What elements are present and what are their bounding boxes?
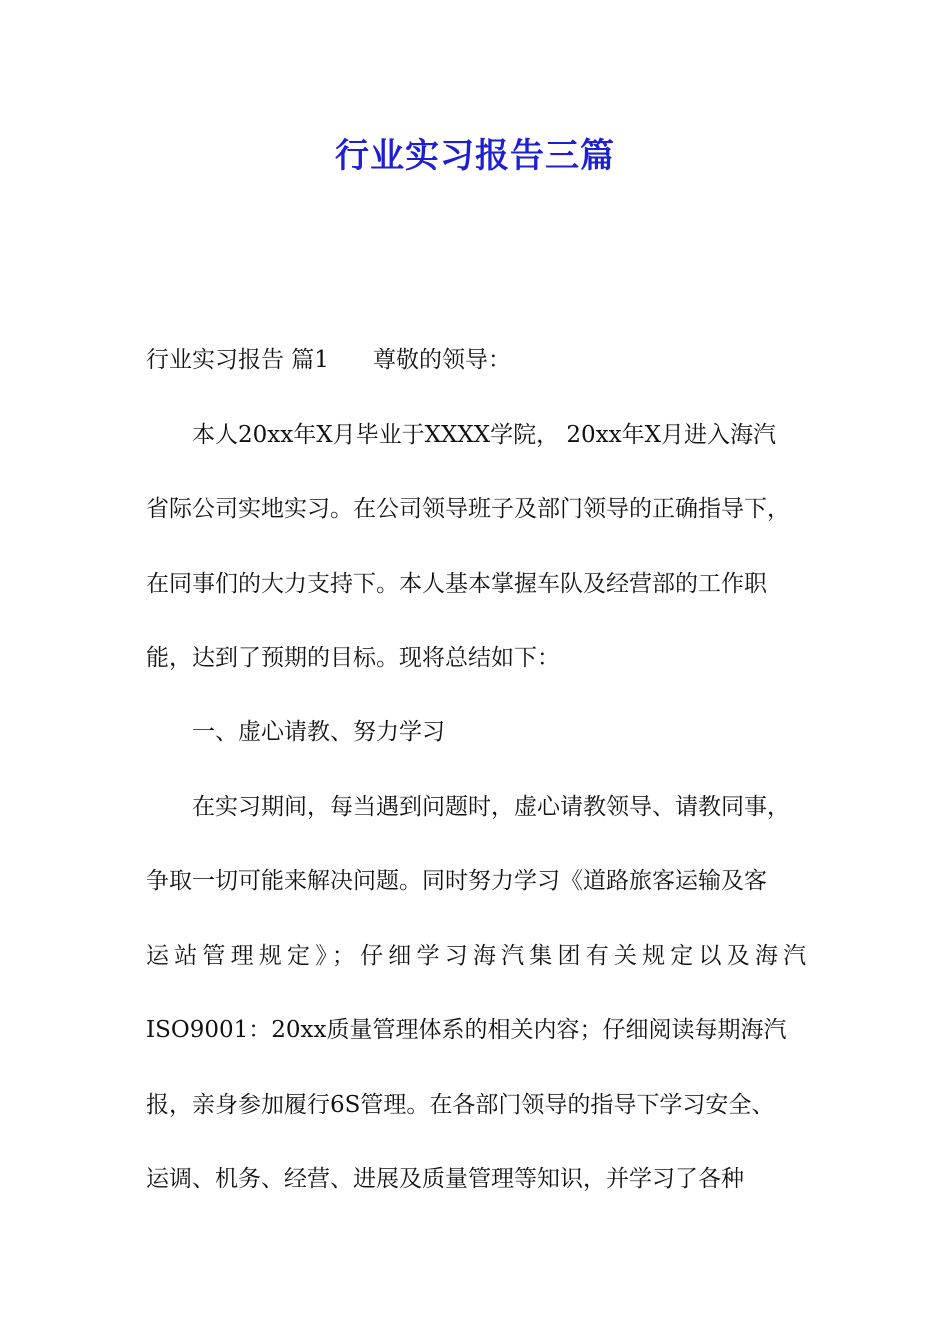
- paragraph-line: 报，亲身参加履行6S管理。在各部门领导的指导下学习安全、: [146, 1092, 775, 1118]
- document-title: 行业实习报告三篇: [335, 136, 615, 176]
- paragraph-line: 在同事们的大力支持下。本人基本掌握车队及经营部的工作职: [146, 571, 767, 597]
- paragraph-line: 运调、机务、经营、进展及质量管理等知识，并学习了各种: [146, 1166, 744, 1192]
- paragraph-line: 运站管理规定》；仔细学习海汽集团有关规定以及海汽: [146, 943, 812, 969]
- salutation: 尊敬的领导：: [372, 347, 511, 373]
- paragraph-line: 在实习期间，每当遇到问题时，虚心请教领导、请教同事，: [192, 794, 790, 820]
- paragraph-line: 本人20xx年X月毕业于XXXX学院， 20xx年X月进入海汽: [192, 422, 776, 448]
- paragraph-line: ISO9001：20xx质量管理体系的相关内容；仔细阅读每期海汽: [146, 1017, 787, 1043]
- section-label: 行业实习报告 篇1: [146, 347, 329, 373]
- section-heading: 一、虚心请教、努力学习: [192, 719, 445, 745]
- paragraph-line: 省际公司实地实习。在公司领导班子及部门领导的正确指导下，: [146, 496, 790, 522]
- paragraph-line: 争取一切可能来解决问题。同时努力学习《道路旅客运输及客: [146, 868, 767, 894]
- paragraph-line: 能，达到了预期的目标。现将总结如下：: [146, 645, 560, 671]
- heading-line: [146, 345, 816, 375]
